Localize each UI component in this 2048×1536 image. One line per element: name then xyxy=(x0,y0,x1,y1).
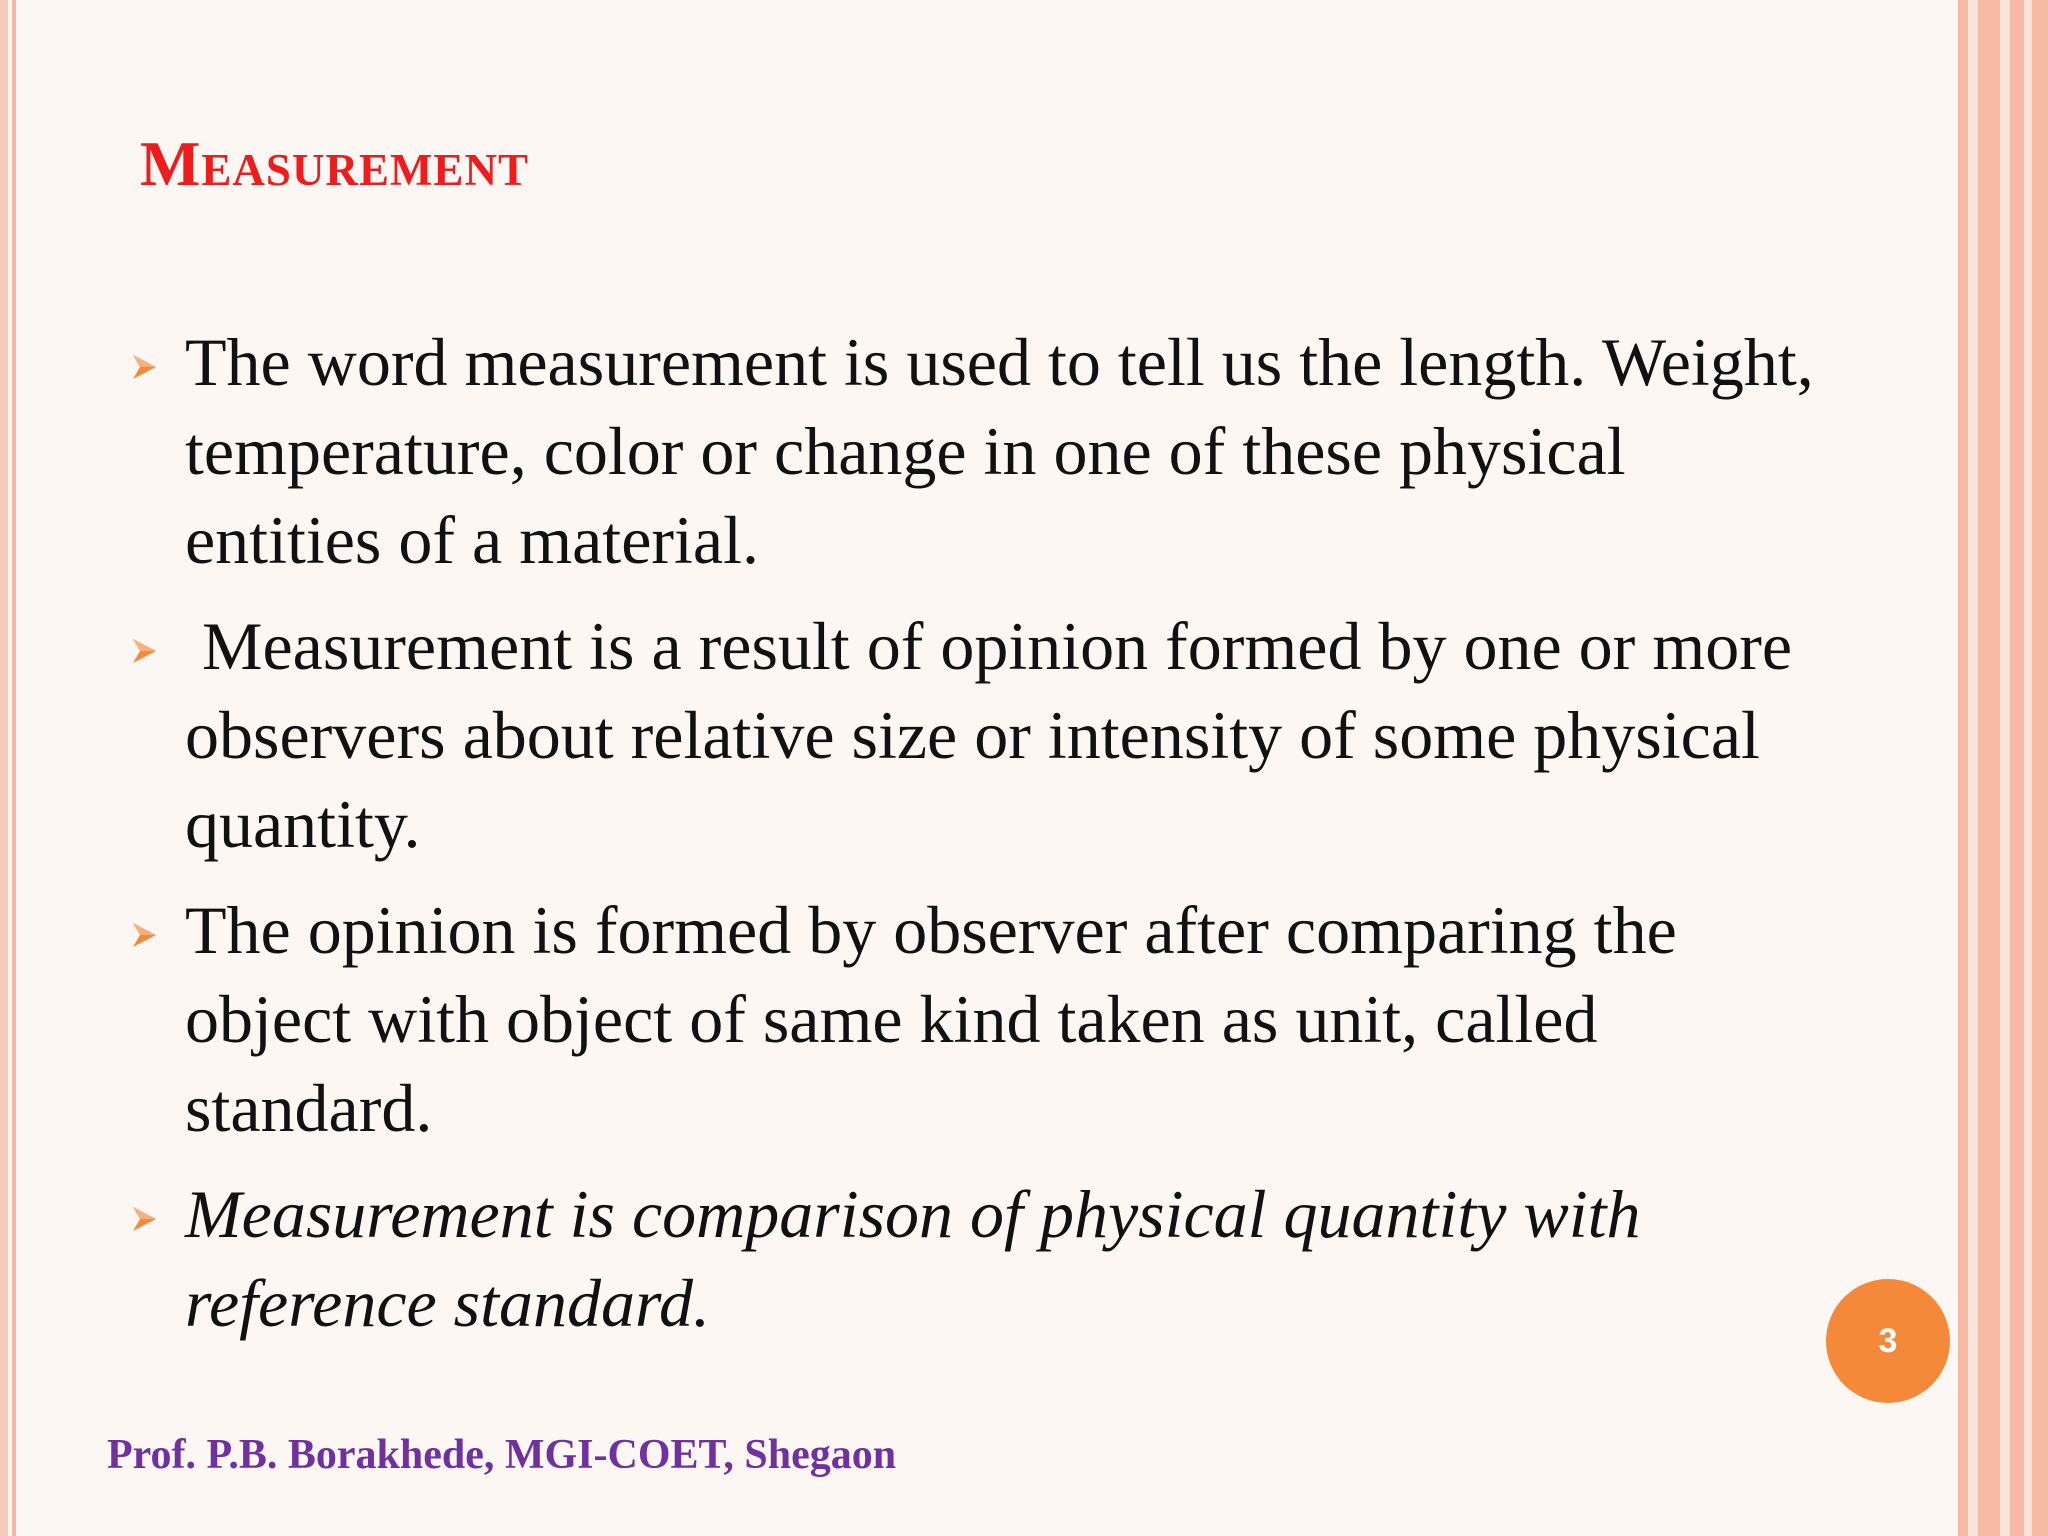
bullet-text: Measurement is comparison of physical quantity with reference standard. xyxy=(185,1176,1641,1341)
arrow-bullet-icon xyxy=(129,1204,159,1234)
page-number-badge: 3 xyxy=(1826,1279,1950,1403)
bullet-text: Measurement is a result of opinion formed by one or more observers about relative size or intensity of some physical quantity. xyxy=(185,608,1793,862)
bullet-item xyxy=(125,318,1825,585)
left-border-stripe-inner xyxy=(12,0,16,1536)
arrow-bullet-icon xyxy=(129,636,159,666)
arrow-bullet-icon xyxy=(129,352,159,382)
right-border-stripe xyxy=(1958,0,1968,1536)
right-border-stripe xyxy=(2010,0,2024,1536)
slide-title: Measurement xyxy=(140,128,529,199)
footer-author: Prof. P.B. Borakhede, MGI-COET, Shegaon xyxy=(107,1432,897,1478)
right-border-stripe xyxy=(1978,0,2000,1536)
bullet-item xyxy=(125,602,1825,869)
left-border-stripe xyxy=(0,0,8,1536)
bullet-item-definition xyxy=(125,1170,1825,1348)
bullet-list xyxy=(125,318,1825,1365)
bullet-text: The word measurement is used to tell us the length. Weight, temperature, color or change in one of these physical entities of a material. xyxy=(185,324,1814,578)
bullet-text: The opinion is formed by observer after comparing the object with object of same kind taken as unit, called standard. xyxy=(185,892,1677,1146)
arrow-bullet-icon xyxy=(129,920,159,950)
bullet-item xyxy=(125,886,1825,1153)
right-border-stripe xyxy=(2032,0,2048,1536)
